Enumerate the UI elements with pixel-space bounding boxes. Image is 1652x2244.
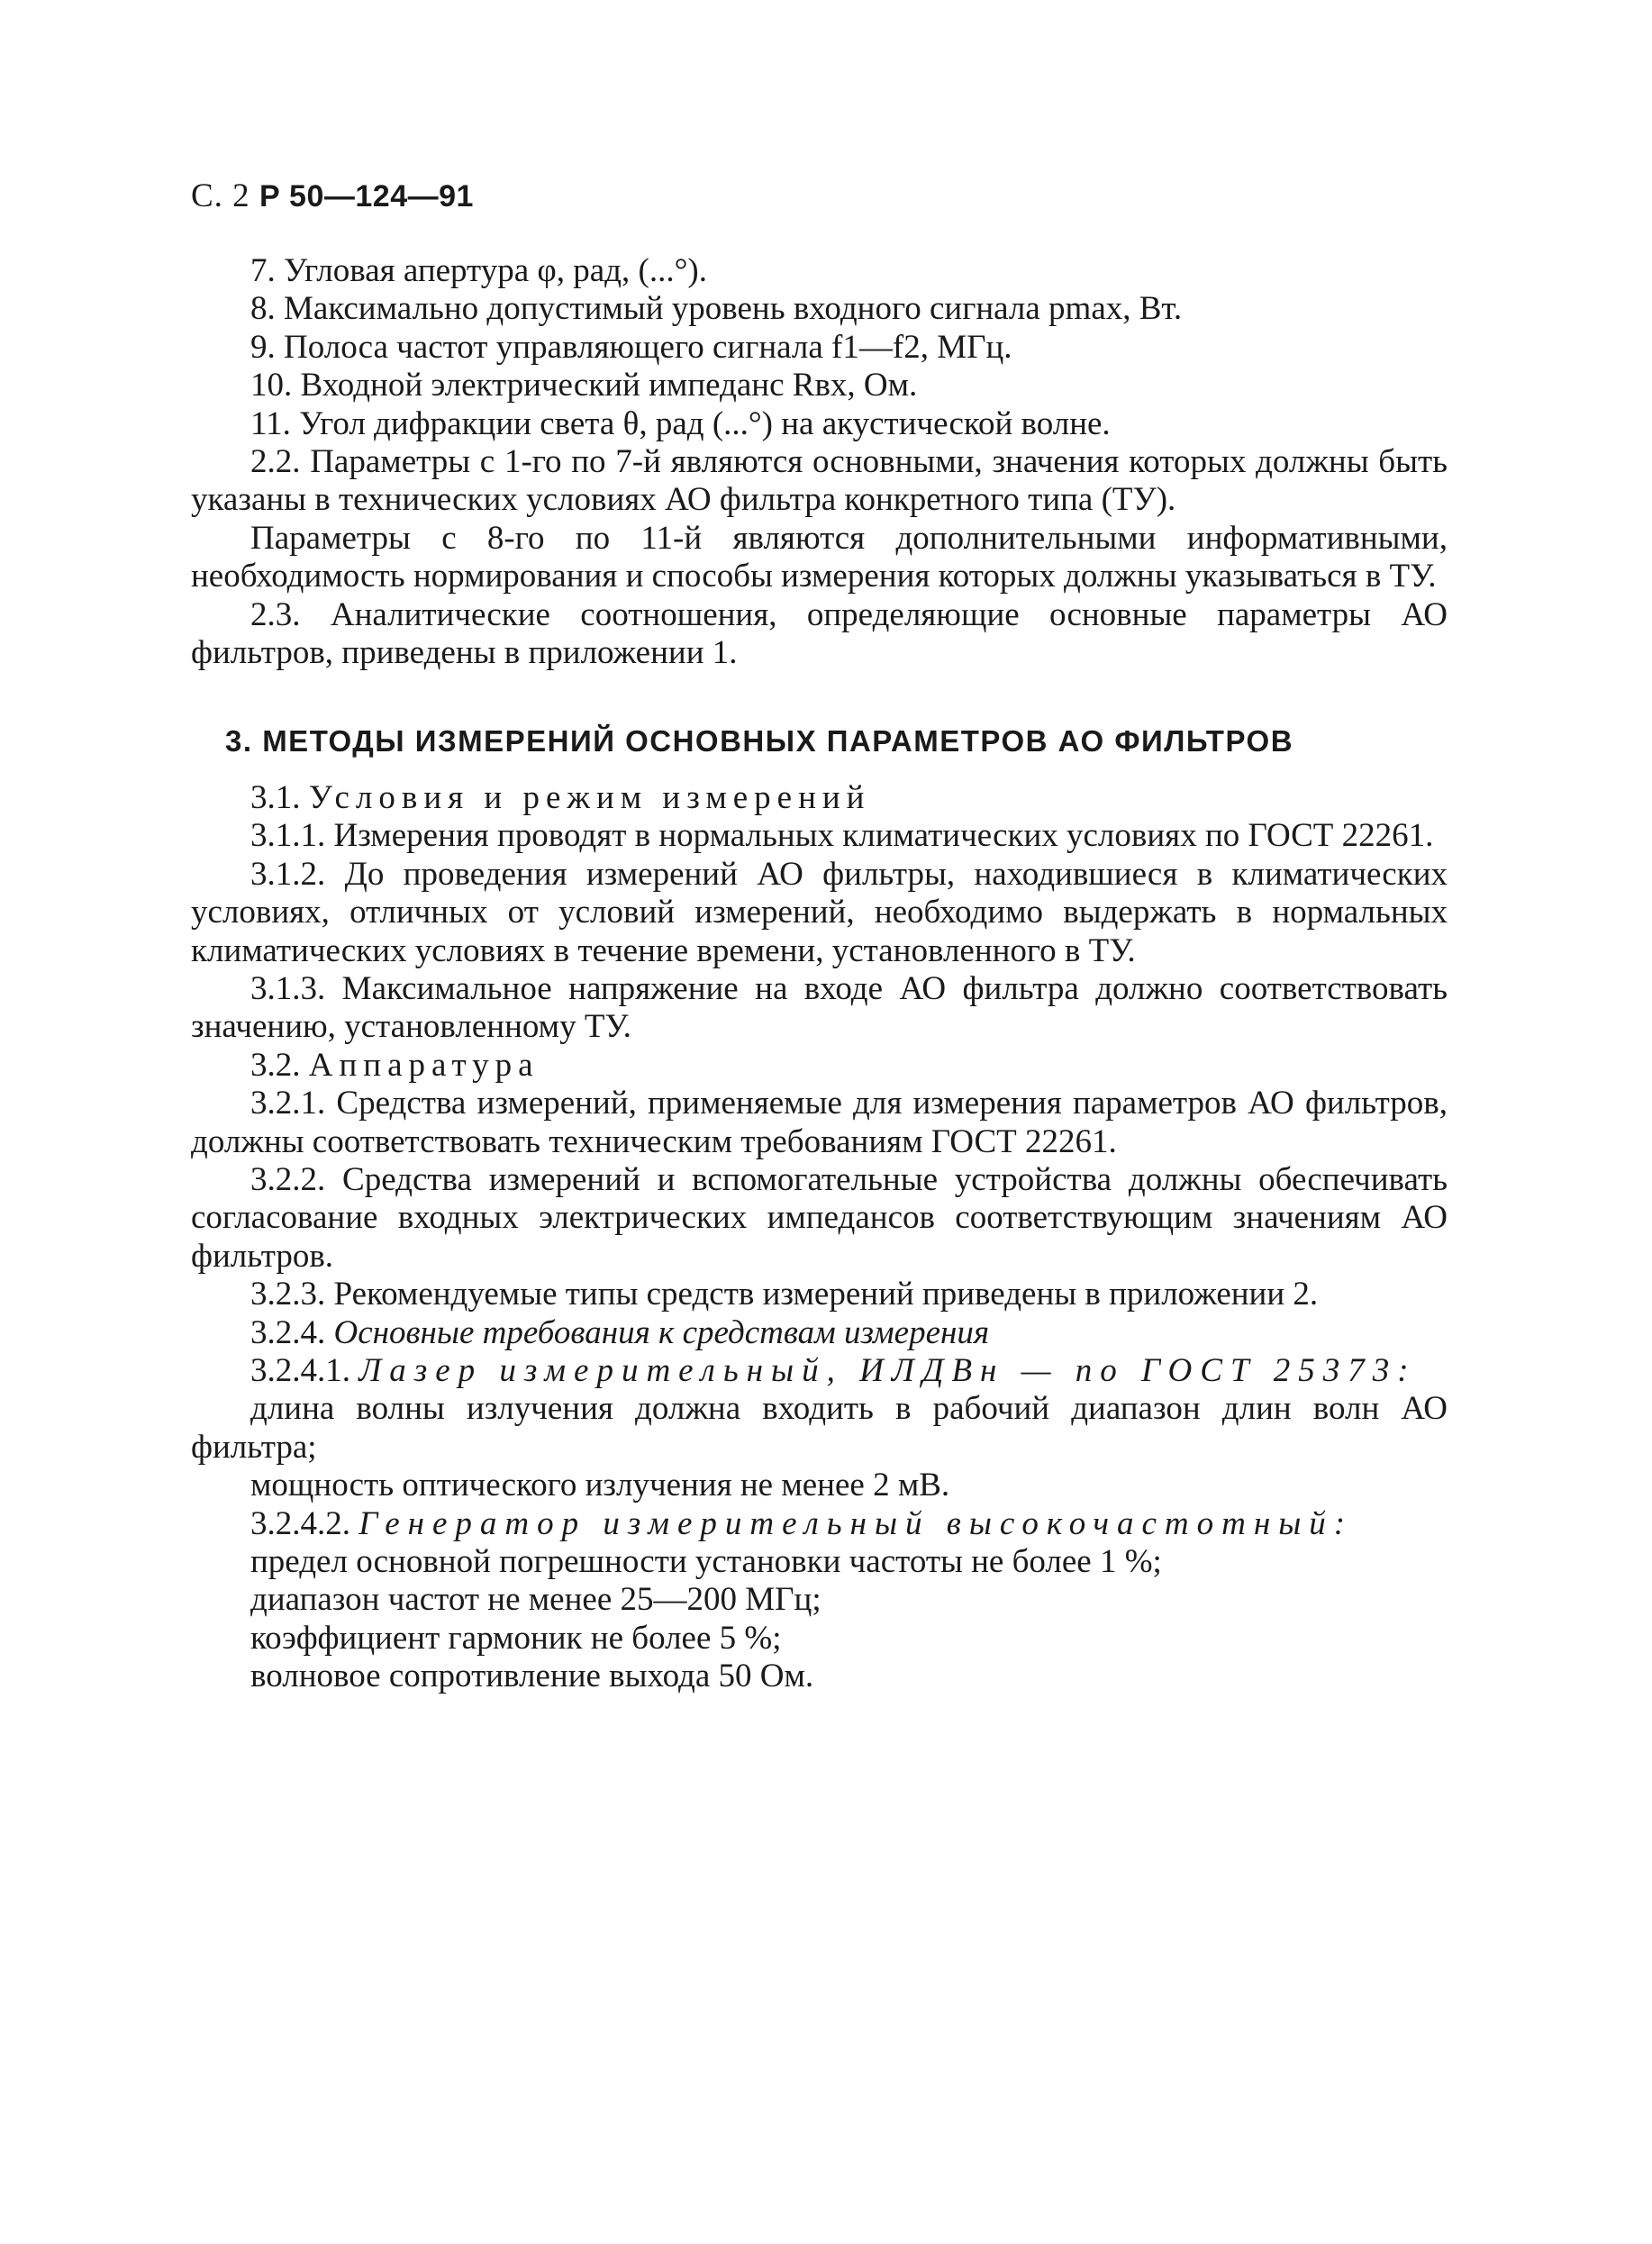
paragraph-3-1-1: 3.1.1. Измерения проводят в нормальных климатических условиях по ГОСТ 22261.	[250, 817, 1434, 855]
requirement-item: диапазон частот не менее 25—200 МГц;	[250, 1581, 821, 1619]
paragraph-2-3: 2.3. Аналитические соотношения, определяющие основные параметры АО фильтров, приведены в приложении 1.	[191, 595, 1448, 672]
subsection-number: 3.2.4.	[250, 1313, 326, 1351]
paragraph-2-2-additional: Параметры с 8-го по 11-й являются дополнительными информативными, необходимость нормирования и способы измерения которых должны указываться в ТУ.	[191, 519, 1448, 595]
subsection-title: Условия и режим измерений	[308, 778, 871, 816]
page-header	[191, 177, 474, 215]
document-body	[191, 252, 1448, 1696]
list-item: 11. Угол дифракции света θ, рад (...°) на акустической волне.	[250, 404, 1111, 442]
list-item: 7. Угловая апертура φ, рад, (...°).	[250, 252, 707, 289]
paragraph-2-2: 2.2. Параметры с 1-го по 7-й являются основными, значения которых должны быть указаны в технических условиях АО фильтра конкретного типа (ТУ).	[191, 443, 1448, 519]
subsection-title: Лазер измерительный, ИЛДВн — по ГОСТ 25373:	[359, 1351, 1417, 1389]
subsection-number: 3.2.4.2.	[250, 1504, 350, 1542]
standard-code: Р 50—124—91	[259, 179, 474, 213]
section-3-title: 3. МЕТОДЫ ИЗМЕРЕНИЙ ОСНОВНЫХ ПАРАМЕТРОВ АО ФИЛЬТРОВ	[225, 724, 1294, 759]
subsection-3-1-heading	[191, 779, 1448, 817]
subsection-number: 3.2.	[250, 1046, 301, 1084]
subsection-number: 3.1.	[250, 778, 301, 816]
subsection-title: Основные требования к средствам измерения	[333, 1313, 990, 1351]
paragraph-3-2-1: 3.2.1. Средства измерений, применяемые для измерения параметров АО фильтров, должны соответствовать техническим требованиям ГОСТ 22261.	[191, 1085, 1448, 1160]
subsection-number: 3.2.4.1.	[250, 1351, 350, 1389]
paragraph-3-1-3: 3.1.3. Максимальное напряжение на входе АО фильтра должно соответствовать значению, установленному ТУ.	[191, 969, 1448, 1046]
subsection-title: Аппаратура	[308, 1046, 540, 1084]
paragraph-3-1-2: 3.1.2. До проведения измерений АО фильтры, находившиеся в климатических условиях, отличных от условий измерений, необходимо выдержать в нормальных климатических условиях в течение времени, установленного в ТУ.	[191, 855, 1448, 969]
requirement-item: длина волны излучения должна входить в рабочий диапазон длин волн АО фильтра;	[191, 1390, 1448, 1466]
subsection-3-2-4-1-heading	[191, 1352, 1448, 1390]
page-label: С. 2	[191, 177, 250, 214]
list-item: 10. Входной электрический импеданс Rвх, Ом.	[250, 367, 918, 404]
list-item: 9. Полоса частот управляющего сигнала f1—f2, МГц.	[250, 328, 1012, 366]
requirement-item: мощность оптического излучения не менее 2 мВ.	[250, 1467, 950, 1504]
paragraph-3-2-2: 3.2.2. Средства измерений и вспомогательные устройства должны обеспечивать согласование входных электрических импедансов соответствующим значениям АО фильтров.	[191, 1160, 1448, 1275]
subsection-3-2-4-2-heading	[191, 1505, 1448, 1543]
list-item: 8. Максимально допустимый уровень входного сигнала pmax, Вт.	[250, 290, 1183, 328]
paragraph-3-2-3: 3.2.3. Рекомендуемые типы средств измерений приведены в приложении 2.	[250, 1276, 1319, 1313]
requirement-item: предел основной погрешности установки частоты не более 1 %;	[250, 1543, 1162, 1580]
requirement-item: волновое сопротивление выхода 50 Ом.	[250, 1658, 814, 1695]
subsection-3-2-heading	[191, 1047, 1448, 1085]
subsection-title: Генератор измерительный высокочастотный:	[359, 1504, 1354, 1542]
requirement-item: коэффициент гармоник не более 5 %;	[250, 1619, 782, 1657]
subsection-3-2-4-heading	[191, 1314, 1448, 1352]
